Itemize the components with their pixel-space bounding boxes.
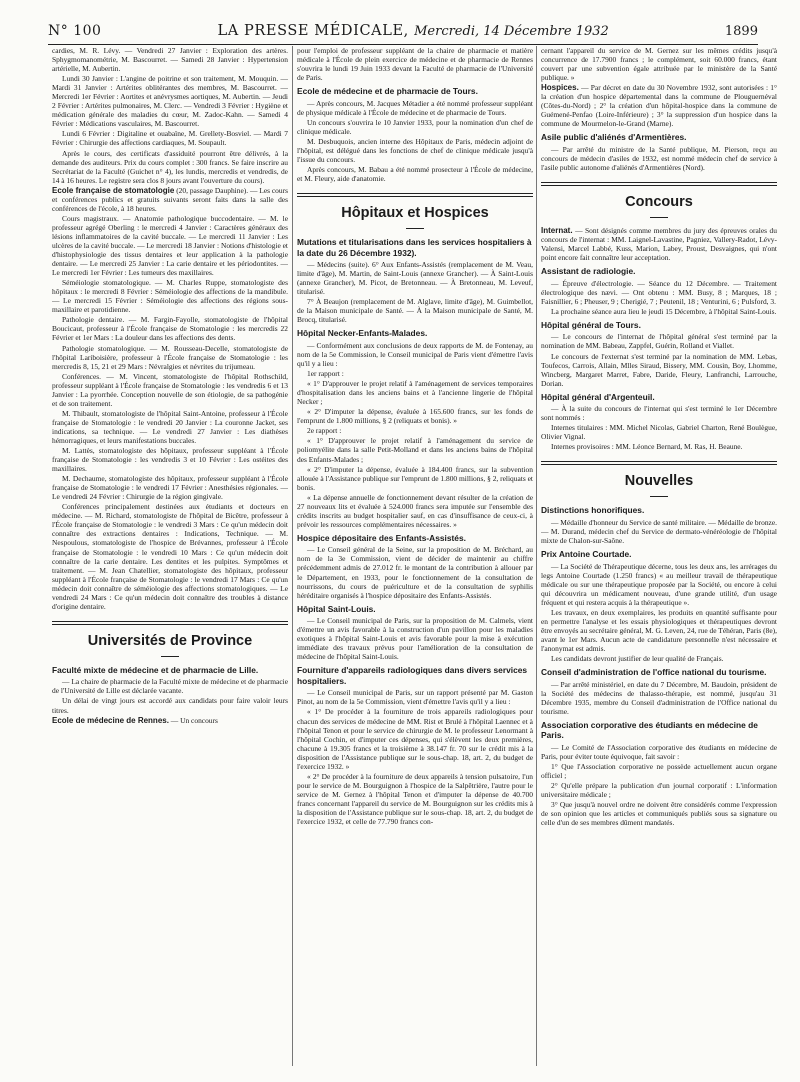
- paragraph: « 1° D'approuver le projet relatif à l'aménagement de services temporaires d'hospitalisation dans les anciens bains et à l'ancienne lingerie de l'hôpital Necker ;: [297, 379, 533, 407]
- article-title: Association corporative des étudiants en médecine de Paris.: [541, 719, 758, 741]
- article: [52, 716, 288, 725]
- paragraph: « 1° D'approuver le projet relatif à l'aménagement du service de poliomyélite dans la salle Petit-Molland et dans les anciens bains de l'hôpital des Enfants-Malades ;: [297, 436, 533, 464]
- paragraph: « 2° De procéder à la fourniture de deux appareils à tension pulsatoire, l'un pour le service de M. Bourguignon à l'hospice de la Salpêtrière, l'autre pour le service de M. Gernez à l'hôpital Tenon et d'imputer la dépense de 40.700 francs concernant l'appareil du service de M. Bourguignon sur les crédits mis à la disposition de l'Assistance publique sur le sous-chap. 18, art. 2, du budget de l'exercice 1932, et celle de 77.790 francs con-: [297, 771, 533, 827]
- article-title: Hôpital Necker-Enfants-Malades.: [297, 328, 428, 339]
- paragraph: Internes titulaires : MM. Michel Nicolas, Gabriel Charton, René Boulègue, Olivier Vignal.: [541, 423, 777, 442]
- article-title: Assistant de radiologie.: [541, 266, 636, 277]
- column-3: [541, 46, 777, 1066]
- paragraph: Un concours s'ouvrira le 10 Janvier 1933, pour la nomination d'un chef de clinique médicale.: [297, 117, 533, 136]
- paragraph: M. Lattès, stomatologiste des hôpitaux, professeur suppléant à l'École française de Stomatologie : les vendredis 3 et 10 Février : Les ostéites des maxillaires.: [52, 446, 288, 474]
- paragraph: — Épreuve d'électrologie. — Séance du 12 Décembre. — Traitement électrologique des nævi. — Ont obtenu : MM. Busy, 8 ; Marques, 18 ; Faisnillier, 6 ; Pheuser, 9 ; Cherigié, 7 ; Peutenil, 18 ; Venturini, 6 ; Pulsford, 3.: [541, 278, 777, 306]
- paragraph: — À la suite du concours de l'internat qui s'est terminé le 1er Décembre sont nommés :: [541, 404, 777, 423]
- article-title: Conseil d'administration de l'office national du tourisme.: [541, 667, 767, 678]
- paragraph: Cours magistraux. — Anatomie pathologique buccodentaire. — M. le professeur agrégé Oberling : le mercredi 4 Janvier : Caractères généraux des lésions inflammatoires de la cavité buccale. — Le mercredi 11 Janvier : Les ulcères de la cavité buccale. — Le mercredi 18 Janvier : Notions d'histologie et d'histophysiologie des tissus dentaires et leur application à la pathologie dentaire. — Le mercredi 25 Janvier : La carie dentaire et les périodontites. — Le mercredi 1er Février : Les tumeurs des maxillaires.: [52, 213, 288, 278]
- article-title: Distinctions honorifiques.: [541, 505, 645, 516]
- paragraph: Conférences. — M. Vincent, stomatologiste de l'hôpital Rothschild, professeur suppléant à l'École française de Stomatologie : les vendredis 6 et 13 Janvier : La pyorrhée. Conception nouvelle de son étiologie, de sa pathogénie et de son traitement.: [52, 371, 288, 408]
- heading-rule: [541, 461, 777, 465]
- article-title: Ecole de médecine de Rennes.: [52, 715, 169, 725]
- section-title-concours: Concours: [625, 194, 693, 211]
- paragraph: M. Desbuquois, ancien interne des Hôpitaux de Paris, médecin adjoint de l'hôpital, est délégué dans les fonctions de chef de clinique médicale jusqu'à l'issue du concours.: [297, 136, 533, 164]
- paragraph: — La chaire de pharmacie de la Faculté mixte de médecine et de pharmacie de l'Université de Lille est déclarée vacante.: [52, 677, 288, 696]
- heading-rule: [52, 621, 288, 625]
- article: [52, 186, 288, 213]
- paragraph: 2° Qu'elle prépare la publication d'un journal corporatif : L'information universitaire médicale ;: [541, 780, 777, 800]
- paragraph: — Médecins (suite). 6° Aux Enfants-Assistés (remplacement de M. Veau, limite d'âge), M. Martin, de Saint-Louis (annexe Grancher). — À Saint-Louis (annexe Grancher), M. Picot, de Bretonneau. — À Bretonneau, M. Leveuf, titularisé.: [297, 260, 533, 297]
- paragraph: 2e rapport :: [307, 426, 342, 436]
- article-text: — Sont désignés comme membres du jury des épreuves orales du concours de l'internat : MM. Laignel-Lavastine, Pagniez, Vallery-Radot, Lévy-Valensi, Marcel Labbé, Kuss, Marion, Labey, Proust, Desvaignes, qui n'ont point encore fait connaître leur acceptation.: [541, 226, 777, 263]
- article-title: Prix Antoine Courtade.: [541, 549, 632, 560]
- paragraph: — Le Conseil municipal de Paris, sur la proposition de M. Calmels, vient d'émettre un avis favorable à la construction d'un pavillon pour les maladies exotiques à l'hôpital Saint-Louis et avis favorable pour la mise à exécution immédiate des travaux prévus pour l'amélioration de la consultation de médecine de l'hôpital Saint-Louis.: [297, 616, 533, 662]
- masthead: [48, 18, 758, 45]
- paragraph: M. Dechaume, stomatologiste des hôpitaux, professeur suppléant à l'École française de Stomatologie : le vendredi 17 Février : Anesthésies régionales. — Le vendredi 24 Février : Chirurgie de la région gingivale.: [52, 474, 288, 502]
- section-heading: [541, 182, 777, 218]
- paragraph: Les travaux, en deux exemplaires, les produits en quantité suffisante pour en permettre l'analyse et les essais physiologiques et thérapeutiques devront être envoyés au secrétaire général, M. G. Leven, 24, rue de Téhéran, Paris (8e), avant le 1er Mars. Aucun acte de candidature personnelle n'est nécessaire et l'anonymat est admis.: [541, 607, 777, 654]
- article-title: Mutations et titularisations dans les services hospitaliers à la date du 26 Décembre 1932).: [297, 237, 532, 258]
- section-heading: [52, 621, 288, 657]
- paragraph: La prochaine séance aura lieu le jeudi 15 Décembre, à l'hôpital Saint-Louis.: [551, 306, 777, 316]
- paragraph: — Médaille d'honneur du Service de santé militaire. — Médaille de bronze. — M. Durand, médecin chef du Service de dermato-vénéréologie de l'hôpital mixte de Chalon-sur-Saône.: [541, 517, 777, 546]
- article-title: Hôpital général d'Argenteuil.: [541, 391, 655, 402]
- paragraph: — Le Comité de l'Association corporative des étudiants en médecine de Paris, pour éviter toute équivoque, fait savoir :: [541, 742, 777, 761]
- issue-date: Mercredi, 14 Décembre 1932: [414, 24, 609, 39]
- paragraph: — Le concours de l'internat de l'hôpital général s'est terminé par la nomination de MM. Babeau, Zappfel, Guérin, Rolland et Viallet.: [541, 332, 777, 351]
- paragraph: — Par arrêté du ministre de la Santé publique, M. Pierson, reçu au concours de médecin d'asiles de 1932, est nommé médecin chef de service à l'asile public autonome d'aliénés d'Armentières (Nord).: [541, 144, 777, 173]
- article-title: Faculté mixte de médecine et de pharmacie de Lille.: [52, 664, 259, 675]
- paragraph: — Par arrêté ministériel, en date du 7 Décembre, M. Baudoin, président de la Société des médecins de thalasso-thérapie, est nommé, jusqu'au 31 Décembre 1935, membre du Conseil d'administration de l'Office national du tourisme.: [541, 679, 777, 716]
- article: [541, 83, 777, 128]
- section-title-hopitaux: Hôpitaux et Hospices: [341, 205, 489, 222]
- paragraph: Lundi 30 Janvier : L'angine de poitrine et son traitement, M. Mouquin. — Mardi 31 Janvier : Artérites oblitérantes des membres, M. Bascourret. — Mercredi 1er Février : Aortites et anévrysmes aortiques, M. Aubertin. — Jeudi 2 Février : Artérites pulmonaires, M. Clerc. — Vendredi 3 Février : Hygiène et médication générale des maladies du cœur, M. Zadoc-Kahn. — Samedi 4 Février : Médications vasculaires, M. Bascourret.: [52, 74, 288, 129]
- section-heading: [297, 193, 533, 229]
- article-text: — Un concours: [170, 715, 218, 725]
- section-title-nouvelles: Nouvelles: [624, 473, 694, 490]
- paragraph: « 2° D'imputer la dépense, évaluée à 184.400 francs, sur la subvention allouée à l'Assistance publique sur l'emprunt de 1.800 millions, § 2, reliquats et bonis.: [297, 464, 533, 492]
- heading-rule: [541, 182, 777, 186]
- column-divider: [292, 46, 293, 1066]
- paragraph: Internes provisoires : MM. Léonce Bernard, M. Ras, H. Beaune.: [551, 442, 743, 452]
- column-2: [297, 46, 533, 1066]
- paragraph: Les candidats devront justifier de leur qualité de Français.: [551, 654, 724, 664]
- journal-title: [218, 23, 609, 39]
- section-heading: [541, 461, 777, 497]
- paragraph: 1° Que l'Association corporative ne possède actuellement aucun organe officiel ;: [541, 761, 777, 780]
- paragraph: « 1° De procéder à la fourniture de trois appareils radiologiques pour chacun des services de médecine de MM. Rist et Brulé à l'hôpital Laennec et à l'hôpital Tenon et pour le service de chirurgie de M. le professeur Lenormant à l'hôpital Cochin, et d'imputer ces dépenses, qui s'élèvent les deux premières, chacune à 19.305 francs et la troisième à 38.147 fr. 70 sur le crédit mis à la disposition de l'Assistance publique sur le sous-chap. 18, art. 2, du budget de l'exercice 1932. »: [297, 707, 533, 771]
- article-title: Hôpital Saint-Louis.: [297, 603, 376, 614]
- paragraph: « La dépense annuelle de fonctionnement devant résulter de la création de 27 nouveaux lits et évaluée à 524.000 francs sera imputée sur l'ensemble des crédits inscrits au budget hospitalier sauf, en cas d'insuffisance de ceux-ci, à prévoir les ressources complémentaires nécessaires. »: [297, 492, 533, 529]
- paragraph: — La Société de Thérapeutique décerne, tous les deux ans, les arrérages du legs Antoine Courtade (1.250 francs) « au meilleur travail de thérapeutique médicale ou sur une thérapeutique proposée par la Société, ou encore à celui qui découvrira un médicament nouveau, d'une grande utilité, d'un usage fréquent et qui restera acquis à la thérapeutique ».: [541, 561, 777, 607]
- paragraph: cardies, M. R. Lévy. — Vendredi 27 Janvier : Exploration des artères. Sphygmomanométrie, M. Bascourret. — Samedi 28 Janvier : Hypertension artérielle, M. Aubertin.: [52, 46, 288, 74]
- paragraph: M. Thibault, stomatologiste de l'hôpital Saint-Antoine, professeur à l'École française de Stomatologie : le vendredi 20 Janvier : La couronne Jacket, ses indications, sa technique. — Le vendredi 27 Janvier : Les diathèses hémorragiques, et leurs manifestations buccales.: [52, 408, 288, 445]
- paragraph: Lundi 6 Février : Digitaline et ouabaïne, M. Grellety-Bosviel. — Mardi 7 Février : Chirurgie des affections cardiaques, M. Soupault.: [52, 129, 288, 148]
- article-title: Ecole de médecine et de pharmacie de Tours.: [297, 86, 478, 97]
- paragraph: — Le Conseil municipal de Paris, sur un rapport présenté par M. Gaston Pinot, au nom de la 5e Commission, vient d'émettre l'avis qu'il y a lieu :: [297, 688, 533, 707]
- issue-number: N° 100: [48, 23, 102, 39]
- paragraph: 1er rapport :: [307, 369, 344, 379]
- article-title: Asile public d'aliénés d'Armentières.: [541, 132, 687, 143]
- article-text: (20, passage Dauphine). — Les cours et conférences publics et gratuits suivants seront faits dans la salle des conférences de l'école, à 18 heures.: [52, 185, 288, 213]
- paragraph: — Le Conseil général de la Seine, sur la proposition de M. Bréchard, au nom de la 3e Commission, vient de décider de maintenir au chiffre précédemment admis de 27.012 fr. le montant de la contribution à allouer par le Département, en 1933, pour le fonctionnement de la consultation de nourrissons, du cours de puériculture et de la consultation de syphilis héréditaire organisés à l'hospice dépositaire des Enfants-Assistés.: [297, 545, 533, 600]
- column-divider: [536, 46, 537, 1066]
- heading-rule: [297, 193, 533, 197]
- journal-name: LA PRESSE MÉDICALE,: [217, 23, 409, 39]
- paragraph: Pathologie stomatologique. — M. Rousseau-Decelle, stomatologiste de l'hôpital Lariboisière, professeur à l'École française de Stomatologie : les mercredis 8, 15, 21 et 29 Mars : Névralgies et névrites du trijumeau.: [52, 343, 288, 371]
- paragraph: — Conformément aux conclusions de deux rapports de M. de Fontenay, au nom de la 5e Commission, le Conseil municipal de Paris vient d'émettre l'avis qu'il y a lieu :: [297, 340, 533, 369]
- heading-dash: [650, 496, 668, 497]
- article-title: Hospice dépositaire des Enfants-Assistés.: [297, 532, 466, 543]
- paragraph: Un délai de vingt jours est accordé aux candidats pour faire valoir leurs titres.: [52, 696, 288, 715]
- paragraph: Conférences principalement destinées aux étudiants et docteurs en médecine. — M. Richard, stomatologiste de l'hôpital de Bicêtre, professeur à l'École française de Stomatologie : le vendredi 3 Mars : Ce qu'un médecin doit connaître des extractions dentaires : Indications, Technique. — M. Nespoulous, stomatologiste de l'hospice de Brévannes, professeur à l'École française de Stomatologie : le vendredi 10 Mars : Ce qu'un médecin doit connaître de la carie dentaire. Les dentites et les pulpites. Symptômes et traitement. — M. Jean Chatellier, stomatologiste des hôpitaux, professeur suppléant à l'École française de Stomatologie : le vendredi 17 Mars : Ce qu'un médecin doit connaître de séméiologie des affections stomatologiques. — Le vendredi 24 Mars : Ce qu'un médecin doit connaître des troubles à distance d'origine dentaire.: [52, 502, 288, 611]
- paragraph: — Après concours, M. Jacques Métadier a été nommé professeur suppléant de physique médicale à l'École de médecine et de pharmacie de Tours.: [297, 98, 533, 117]
- article-title: Hôpital général de Tours.: [541, 319, 641, 330]
- paragraph: 3° Que jusqu'à nouvel ordre ne doivent être considérés comme l'expression de son opinion que les articles et communiqués publiés sous sa signature ou celle d'un de ses membres dûment mandatés.: [541, 800, 777, 828]
- paragraph: « 2° D'imputer la dépense, évaluée à 165.600 francs, sur les fonds de l'emprunt de 1.800 millions, § 2 (reliquats et bonis). »: [297, 407, 533, 426]
- article-title: Fourniture d'appareils radiologiques dans divers services hospitaliers.: [297, 665, 528, 686]
- article-title: Ecole française de stomatologie: [52, 185, 175, 195]
- article-title: Internat.: [541, 226, 573, 236]
- heading-dash: [161, 656, 179, 657]
- paragraph: Pathologie dentaire. — M. Fargin-Fayolle, stomatologiste de l'hôpital Boucicaut, professeur à l'École française de Stomatologie : les mercredis 22 Février et 1er Mars : La douleur dans les affections des dents.: [52, 315, 288, 343]
- heading-dash: [406, 228, 424, 229]
- paragraph: pour l'emploi de professeur suppléant de la chaire de pharmacie et matière médicale à l'École de plein exercice de médecine et de pharmacie de Rennes s'ouvrira le lundi 19 Juin 1933 devant la Faculté de pharmacie de l'Université de Paris.: [297, 46, 533, 83]
- heading-dash: [650, 217, 668, 218]
- paragraph: Après concours, M. Babau a été nommé prosecteur à l'École de médecine, et M. Fleury, aide d'anatomie.: [297, 165, 533, 184]
- article-title: Hospices.: [541, 83, 579, 93]
- paragraph: cernant l'appareil du service de M. Gernez sur les mêmes crédits jusqu'à concurrence de 17.7900 francs ; le complément, soit 60.000 francs, étant couvert par une subvention égale attribuée par le ministère de la Santé publique. »: [541, 46, 777, 83]
- paragraph: Séméiologie stomatologique. — M. Charles Ruppe, stomatologiste des hôpitaux : le mercredi 8 Février : Séméiologie des affections de la mandibule. — Le mercredi 15 Février : Séméiologie des affections des régions sous-maxillaire et parotidienne.: [52, 278, 288, 315]
- article-text: — Par décret en date du 30 Novembre 1932, sont autorisées : 1° la création d'un hospice départemental dans la commune de Plouguernéval (Côtes-du-Nord) ; 2° la création d'un hôpital-hospice dans la commune de Guémené-Penfao (Loire-Inférieure) ; 3° la suppression d'un hospice dans la commune de Mourmelon-le-Grand (Marne).: [541, 83, 777, 129]
- article: [541, 226, 777, 262]
- paragraph: 7° À Beaujon (remplacement de M. Alglave, limite d'âge), M. Guimbellot, de la Maison municipale de Santé. — À la Maison municipale de Santé, M. Brocq, titularisé.: [297, 297, 533, 325]
- paragraph: Le concours de l'externat s'est terminé par la nomination de MM. Lebas, Toufecos, Carrois, Allain, Mlles Siraud, Bissery, MM. Cousin, Boy, Lhomme, Wincberg, Margaret Marret, Fabre, Daride, Fleury, Lanfranchi, Larrouche, Dorian.: [541, 351, 777, 388]
- column-1: [52, 46, 288, 1066]
- paragraph: Après le cours, des certificats d'assiduité pourront être délivrés, à la demande des auditeurs. Prix du cours complet : 300 francs. Se faire inscrire au Secrétariat de la Faculté (Guichet n° 4), les lundis, mercredis et vendredis, de 14 à 16 heures. Le registre sera clos 8 jours avant l'ouverture du cours).: [52, 148, 288, 185]
- page-number: 1899: [724, 23, 758, 39]
- section-title-universites: Universités de Province: [87, 632, 253, 649]
